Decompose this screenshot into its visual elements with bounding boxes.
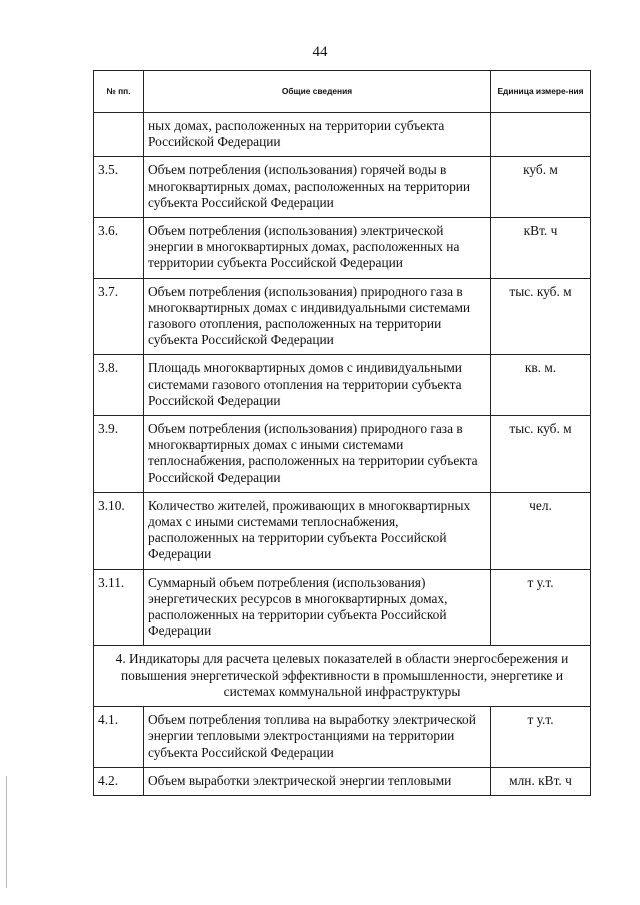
row-description: Суммарный объем потребления (использования) энергетических ресурсов в многоквартирных домах, расположенных на территории субъекта Российской Федерации — [144, 569, 491, 646]
table-row — [94, 416, 591, 493]
table-row — [94, 767, 591, 795]
row-num — [94, 113, 144, 157]
table-header-row — [94, 71, 591, 113]
header-general: Общие сведения — [144, 71, 491, 113]
row-num: 3.10. — [94, 492, 144, 569]
row-num: 3.8. — [94, 355, 144, 416]
row-num: 3.11. — [94, 569, 144, 646]
row-num: 4.1. — [94, 707, 144, 768]
row-description: Объем выработки электрической энергии тепловыми — [144, 767, 491, 795]
table-row — [94, 492, 591, 569]
table-row — [94, 278, 591, 355]
table-row — [94, 707, 591, 768]
row-description: ных домах, расположенных на территории субъекта Российской Федерации — [144, 113, 491, 157]
row-unit: тыс. куб. м — [491, 416, 591, 493]
section-header-row — [94, 646, 591, 707]
row-unit: т у.т. — [491, 569, 591, 646]
header-num: № пп. — [94, 71, 144, 113]
row-num: 4.2. — [94, 767, 144, 795]
row-unit: кв. м. — [491, 355, 591, 416]
row-unit: чел. — [491, 492, 591, 569]
row-unit: кВт. ч — [491, 218, 591, 279]
row-description: Объем потребления (использования) природного газа в многоквартирных домах с иными системами теплоснабжения, расположенных на территории субъекта Российской Федерации — [144, 416, 491, 493]
row-unit — [491, 113, 591, 157]
row-description: Площадь многоквартирных домов с индивидуальными системами газового отопления на территории субъекта Российской Федерации — [144, 355, 491, 416]
row-description: Объем потребления (использования) горячей воды в многоквартирных домах, расположенных на территории субъекта Российской Федерации — [144, 157, 491, 218]
header-unit: Единица измере-ния — [491, 71, 591, 113]
table-row — [94, 157, 591, 218]
indicators-table — [93, 70, 591, 796]
row-description: Объем потребления (использования) электрической энергии в многоквартирных домах, расположенных на территории субъекта Российской Федерации — [144, 218, 491, 279]
row-unit: т у.т. — [491, 707, 591, 768]
row-description: Объем потребления топлива на выработку электрической энергии тепловыми электростанциями на территории субъекта Российской Федерации — [144, 707, 491, 768]
row-description: Количество жителей, проживающих в многоквартирных домах с иными системами теплоснабжения, расположенных на территории субъекта Российской Федерации — [144, 492, 491, 569]
table-row — [94, 113, 591, 157]
row-num: 3.5. — [94, 157, 144, 218]
row-description: Объем потребления (использования) природного газа в многоквартирных домах с индивидуальными системами газового отопления, расположенных на территории субъекта Российской Федерации — [144, 278, 491, 355]
scan-margin-line — [6, 776, 7, 888]
row-unit: тыс. куб. м — [491, 278, 591, 355]
section-4-heading: 4. Индикаторы для расчета целевых показателей в области энергосбережения и повышения энергетической эффективности в промышленности, энергетике и системах коммунальной инфраструктуры — [94, 646, 591, 707]
page-number: 44 — [312, 44, 328, 60]
row-unit: млн. кВт. ч — [491, 767, 591, 795]
table-row — [94, 218, 591, 279]
row-num: 3.6. — [94, 218, 144, 279]
row-num: 3.9. — [94, 416, 144, 493]
table-row — [94, 569, 591, 646]
table-row — [94, 355, 591, 416]
row-num: 3.7. — [94, 278, 144, 355]
row-unit: куб. м — [491, 157, 591, 218]
